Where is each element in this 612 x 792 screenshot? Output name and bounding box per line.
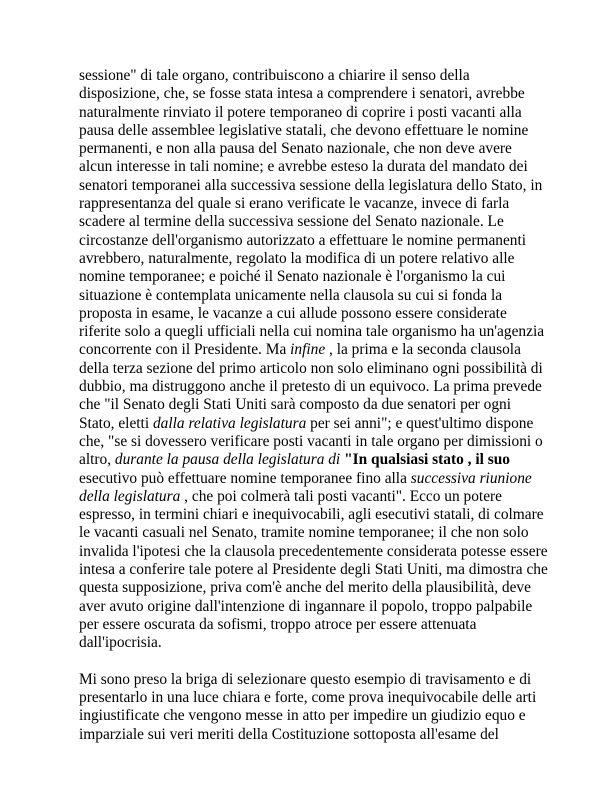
text-line: imparziale sui veri meriti della Costituzione sottoposta all'esame del	[79, 725, 499, 743]
text-line: permanenti, e non alla pausa del Senato nazionale, che non deve avere	[79, 140, 512, 158]
text-line: dall'ipocrisia.	[79, 634, 162, 652]
text-line: senatori temporanei alla successiva sessione della legislatura dello Stato, in	[79, 176, 543, 194]
text-line: Stato, eletti dalla relativa legislatura per sei anni"; e quest'ultimo dispone	[79, 414, 534, 432]
text-line: alcun interesse in tali nomine; e avrebbe esteso la durata del mandato dei	[79, 158, 528, 176]
text-line: della terza sezione del primo articolo non solo eliminano ogni possibilità di	[79, 359, 543, 377]
text-line: scadere al termine della successiva sessione del Senato nazionale. Le	[79, 213, 504, 231]
text-line: per essere oscurata da sofismi, troppo atroce per essere attenuata	[79, 615, 477, 633]
paragraph-2	[79, 671, 549, 744]
paragraph-1	[79, 67, 549, 653]
text-line: circostanze dell'organismo autorizzato a effettuare le nomine permanenti	[79, 231, 527, 249]
italic-text: della legislatura	[79, 487, 181, 505]
text-line: concorrente con il Presidente. Ma infine , la prima e la seconda clausola	[79, 341, 521, 359]
text-line: avrebbero, naturalmente, regolato la modifica di un potere relativo alle	[79, 249, 515, 267]
text-line: pausa delle assemblee legislative statali, che devono effettuare le nomine	[79, 121, 529, 139]
bold-text: "In qualsiasi stato , il suo	[344, 451, 511, 469]
text-line: della legislatura , che poi colmerà tali posti vacanti". Ecco un potere	[79, 487, 502, 505]
document-page	[79, 67, 549, 744]
text-line: nomine temporanee; e poiché il Senato nazionale è l'organismo la cui	[79, 268, 506, 286]
italic-text: successiva riunione	[410, 469, 532, 487]
italic-text: infine	[290, 341, 326, 359]
text-line: proposta in esame, le vacanze a cui allude possono essere considerate	[79, 304, 507, 322]
text-line: disposizione, che, se fosse stata intesa a comprendere i senatori, avrebbe	[79, 85, 525, 103]
text-line: situazione è contemplata unicamente nella clausola su cui si fonda la	[79, 286, 503, 304]
text-line: invalida l'ipotesi che la clausola precedentemente considerata potesse essere	[79, 542, 548, 560]
text-line: che "il Senato degli Stati Uniti sarà composto da due senatori per ogni	[79, 396, 511, 414]
text-line: ingiustificate che vengono messe in atto per impedire un giudizio equo e	[79, 707, 526, 725]
text-line: aver avuto origine dall'intenzione di ingannare il popolo, troppo palpabile	[79, 597, 533, 615]
text-line: questa supposizione, priva com'è anche del merito della plausibilità, deve	[79, 579, 531, 597]
text-line: che, "se si dovessero verificare posti vacanti in tale organo per dimissioni o	[79, 432, 543, 450]
text-line: dubbio, ma distruggono anche il pretesto di un equivoco. La prima prevede	[79, 378, 542, 396]
text-line: naturalmente rinviato il potere temporaneo di coprire i posti vacanti alla	[79, 103, 522, 121]
text-line: espresso, in termini chiari e inequivocabili, agli esecutivi statali, di colmare	[79, 506, 544, 524]
text-line: esecutivo può effettuare nomine temporanee fino alla successiva riunione	[79, 469, 532, 487]
italic-text: durante la pausa della legislatura di	[114, 451, 341, 469]
text-line: rappresentanza del quale si erano verificate le vacanze, invece di farla	[79, 195, 510, 213]
italic-text: dalla relativa legislatura	[152, 414, 307, 432]
text-line: Mi sono preso la briga di selezionare questo esempio di travisamento e di	[79, 670, 532, 688]
text-line: intesa a conferire tale potere al Presidente degli Stati Uniti, ma dimostra che	[79, 561, 548, 579]
paragraph-spacer	[79, 653, 549, 671]
text-line: sessione" di tale organo, contribuiscono a chiarire il senso della	[79, 67, 470, 84]
text-line: le vacanti casuali nel Senato, tramite nomine temporanee; il che non solo	[79, 524, 529, 542]
text-line: presentarlo in una luce chiara e forte, come prova inequivocabile delle arti	[79, 689, 537, 707]
text-line: altro, durante la pausa della legislatura di "In qualsiasi stato , il suo	[79, 451, 511, 469]
text-line: riferite solo a quegli ufficiali nella cui nomina tale organismo ha un'agenzia	[79, 323, 545, 341]
